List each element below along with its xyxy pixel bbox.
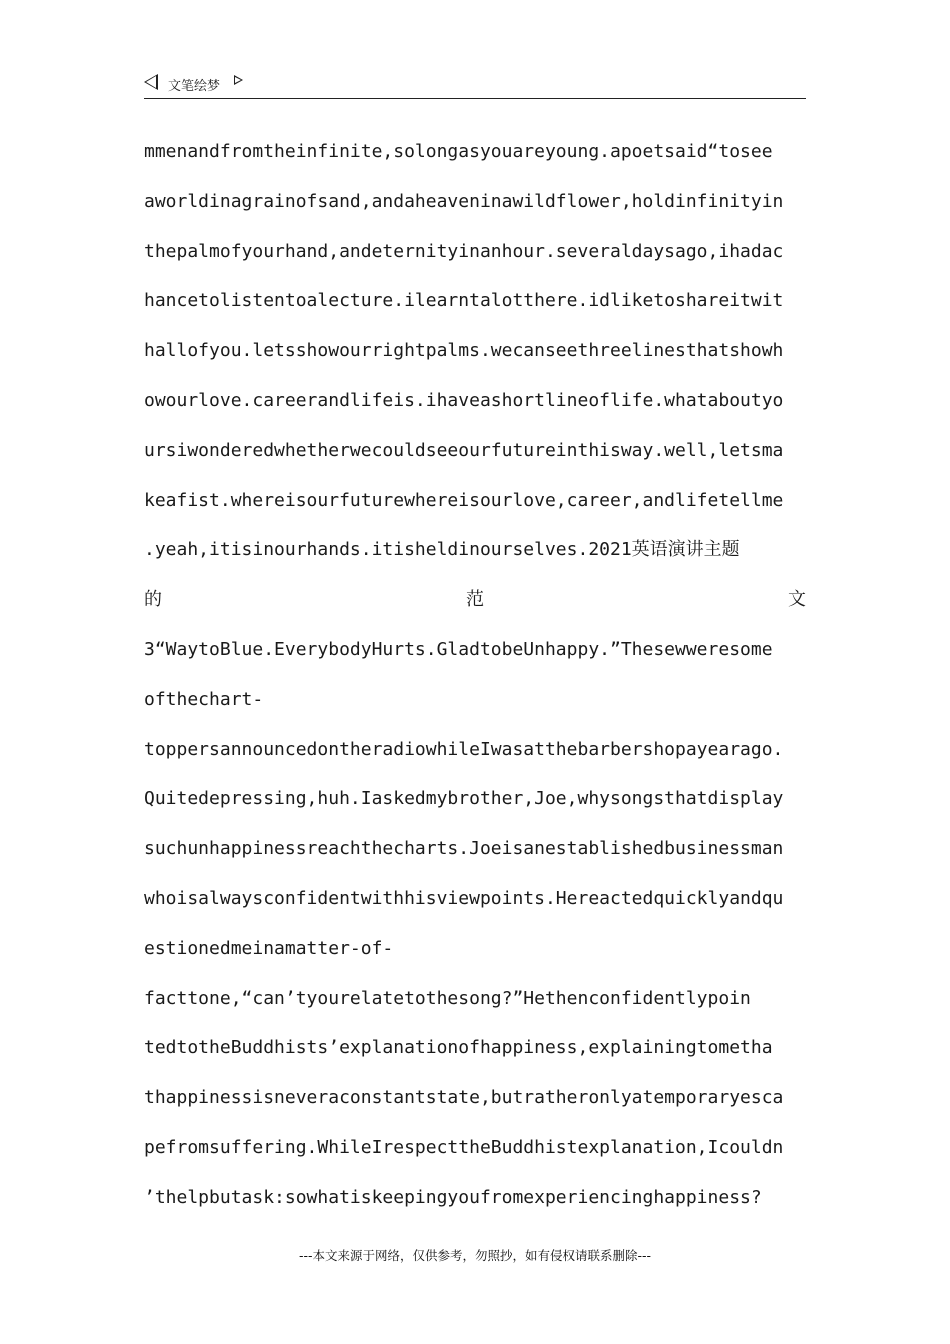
- text-line: ’thelpbutask:sowhatiskeepingyoufromexperiencinghappiness?: [144, 1186, 762, 1208]
- text-line: pefromsuffering.WhileIrespecttheBuddhistexplanation,Icouldn: [144, 1136, 784, 1158]
- text-fragment: 范: [466, 589, 484, 611]
- text-line: Quitedepressing,huh.Iaskedmybrother,Joe,whysongsthatdisplay: [144, 788, 784, 810]
- page-footer: ---本文来源于网络，仅供参考，勿照抄，如有侵权请联系删除---: [298, 1248, 652, 1263]
- document-body: [144, 135, 806, 1231]
- page-header: [144, 72, 806, 99]
- text-line: facttone,“can’tyourelatetothesong?”Hethenconfidentlypoin: [144, 987, 751, 1009]
- text-line: hancetolistentoalecture.ilearntalotthere.idliketoshareitwit: [144, 290, 784, 312]
- text-line: suchunhappinessreachthecharts.Joeisanestablishedbusinessman: [144, 838, 784, 860]
- text-line: thappinessisneveraconstantstate,butratheronlyatemporaryesca: [144, 1087, 784, 1109]
- text-line: tedtotheBuddhists’explanationofhappiness,explainingtometha: [144, 1037, 773, 1059]
- text-line: mmenandfromtheinfinite,solongasyouareyoung.apoetsaid“tosee: [144, 141, 773, 162]
- text-line: aworldinagrainofsand,andaheaveninawildflower,holdinfinityin: [144, 190, 784, 212]
- text-fragment: 的: [144, 589, 162, 611]
- triangle-right-icon: [234, 75, 243, 85]
- text-line-justified: [144, 583, 806, 633]
- text-fragment: 文: [788, 589, 806, 611]
- text-line: 3“WaytoBlue.EverybodyHurts.GladtobeUnhappy.”Thesewweresome: [144, 638, 773, 660]
- text-line: owourlove.careerandlifeis.ihaveashortlineoflife.whataboutyo: [144, 389, 784, 411]
- triangle-left-icon: [144, 74, 158, 90]
- text-line: ofthechart-: [144, 688, 264, 710]
- text-line: .yeah,itisinourhands.itisheldinourselves.2021英语演讲主题: [144, 539, 740, 561]
- text-line: whoisalwaysconfidentwithhisviewpoints.Hereactedquicklyandqu: [144, 887, 784, 909]
- text-line: estionedmeinamatter-of-: [144, 937, 394, 959]
- text-line: keafist.whereisourfuturewhereisourlove,career,andlifetellme: [144, 489, 784, 511]
- text-line: hallofyou.letsshowourrightpalms.wecanseethreelinesthatshowh: [144, 340, 784, 362]
- text-line: thepalmofyourhand,andeternityinanhour.severaldaysago,ihadac: [144, 240, 784, 262]
- header-title: 文笔绘梦: [168, 79, 221, 94]
- text-line: toppersannouncedontheradiowhileIwasatthebarbershopayearago.: [144, 738, 784, 760]
- text-line: ursiwonderedwhetherwecouldseeourfutureinthisway.well,letsma: [144, 439, 784, 461]
